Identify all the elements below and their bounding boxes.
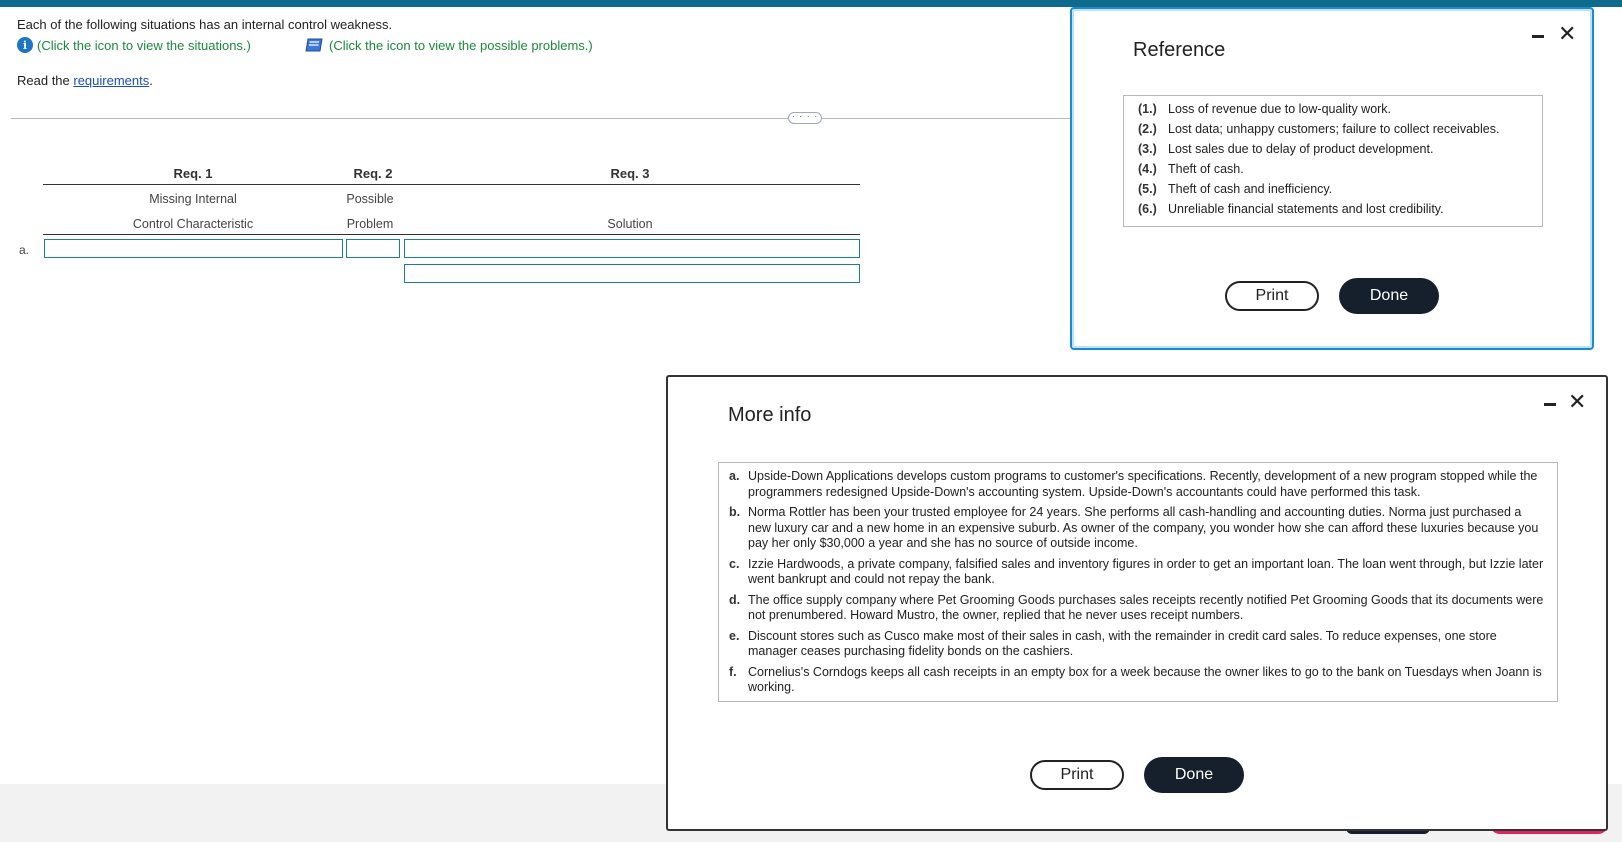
situations-link[interactable] [17, 37, 251, 53]
list-item [729, 505, 1547, 552]
item-letter: c. [729, 556, 740, 571]
req1-input-a[interactable] [44, 239, 343, 258]
more-info-title: More info [728, 404, 812, 426]
problems-link[interactable] [305, 37, 593, 53]
reference-done-button[interactable]: Done [1339, 278, 1439, 314]
list-item [1138, 182, 1528, 202]
list-item [1138, 162, 1528, 182]
book-icon[interactable] [305, 37, 325, 53]
req1-header: Req. 1 [173, 166, 213, 181]
item-text: Izzie Hardwoods, a private company, falsified sales and inventory figures in order to get an important loan. The loan went through, but Izzie later went bankrupt and could not repay the bank. [748, 556, 1544, 586]
item-letter: d. [729, 592, 741, 607]
situations-list [718, 462, 1558, 702]
item-letter: f. [729, 664, 737, 679]
info-icon[interactable]: i [17, 37, 33, 53]
minimize-icon[interactable] [1544, 403, 1556, 406]
list-item [1138, 102, 1528, 122]
situations-link-label[interactable]: (Click the icon to view the situations.) [37, 37, 251, 53]
list-item [729, 665, 1547, 696]
intro-text: Each of the following situations has an internal control weakness. [17, 17, 393, 32]
item-number: (2.) [1138, 122, 1157, 136]
item-number: (6.) [1138, 202, 1157, 216]
requirements-line [17, 73, 153, 88]
req2-sub2: Problem [346, 217, 394, 231]
requirements-link[interactable]: requirements [73, 73, 150, 88]
item-text: Discount stores such as Cusco make most of their sales in cash, with the remainder in credit card sales. To reduce expenses, one store manager ceases purchasing fidelity bonds on the cashiers. [748, 628, 1497, 658]
list-item [729, 593, 1547, 624]
requirements-suffix: . [149, 73, 153, 88]
reference-list [1123, 95, 1543, 227]
req2-input-a[interactable] [346, 239, 400, 258]
list-item [1138, 202, 1528, 222]
reference-dialog [1070, 7, 1594, 350]
req2-sub1: Possible [346, 192, 394, 206]
item-text: Cornelius's Corndogs keeps all cash receipts in an empty box for a week because the owner likes to go to the bank on Tuesdays when Joann is working. [748, 664, 1542, 694]
item-number: (4.) [1138, 162, 1157, 176]
item-number: (3.) [1138, 142, 1157, 156]
item-number: (1.) [1138, 102, 1157, 116]
list-item [729, 629, 1547, 660]
reference-title: Reference [1133, 39, 1226, 61]
req2-header: Req. 2 [353, 166, 393, 181]
list-item [1138, 142, 1528, 162]
item-letter: b. [729, 505, 741, 519]
item-number: (5.) [1138, 182, 1157, 196]
header-rule [43, 184, 860, 185]
close-icon[interactable]: ✕ [1568, 389, 1587, 414]
item-letter: a. [729, 469, 740, 483]
req3-header: Req. 3 [610, 166, 650, 181]
item-text: Lost sales due to delay of product development. [1168, 142, 1434, 156]
section-divider [11, 118, 1071, 119]
item-text: Norma Rottler has been your trusted employee for 24 years. She performs all cash-handling and accounting duties. Norma just purchased a new luxury car and a new home in an expensive suburb. As owner of the company, you wonder how she can afford these luxuries because you pay her only $30,000 a year and she has no source of outside income. [748, 505, 1539, 550]
item-text: Theft of cash and inefficiency. [1168, 182, 1333, 196]
item-text: Upside-Down Applications develops custom programs to customer's specifications. Recently, development of a new program stopped while the programmers redesigned Upside-Down's accounting system. Upside-Down's accountants could have performed this task. [748, 469, 1538, 499]
req3-sub: Solution [607, 217, 653, 231]
minimize-icon[interactable] [1532, 35, 1544, 38]
list-item [729, 469, 1547, 500]
top-bar [0, 0, 1622, 7]
req3-input-a-2[interactable] [404, 264, 860, 283]
req1-sub1: Missing Internal [149, 192, 237, 206]
req3-input-a-1[interactable] [404, 239, 860, 258]
item-letter: e. [729, 628, 740, 643]
item-text: The office supply company where Pet Grooming Goods purchases sales receipts recently notified Pet Grooming Goods that its documents were not prenumbered. Howard Mustro, the owner, replied that he never uses receipt numbers. [748, 592, 1544, 622]
more-info-done-button[interactable]: Done [1144, 757, 1244, 793]
req1-sub2: Control Characteristic [132, 217, 254, 231]
item-text: Lost data; unhappy customers; failure to collect receivables. [1168, 122, 1500, 136]
requirements-prefix: Read the [17, 73, 74, 88]
more-info-print-button[interactable]: Print [1030, 760, 1124, 790]
item-text: Unreliable financial statements and lost credibility. [1168, 202, 1444, 216]
reference-print-button[interactable]: Print [1225, 281, 1319, 311]
problems-link-label[interactable]: (Click the icon to view the possible problems.) [329, 37, 593, 53]
subheader-rule [43, 234, 860, 235]
item-text: Theft of cash. [1168, 162, 1244, 176]
close-icon[interactable]: ✕ [1558, 21, 1577, 46]
list-item [1138, 122, 1528, 142]
list-item [729, 557, 1547, 588]
expand-button[interactable]: · · · · [788, 112, 822, 124]
row-label-a: a. [19, 243, 30, 257]
item-text: Loss of revenue due to low-quality work. [1168, 102, 1392, 116]
more-info-dialog [666, 375, 1608, 831]
